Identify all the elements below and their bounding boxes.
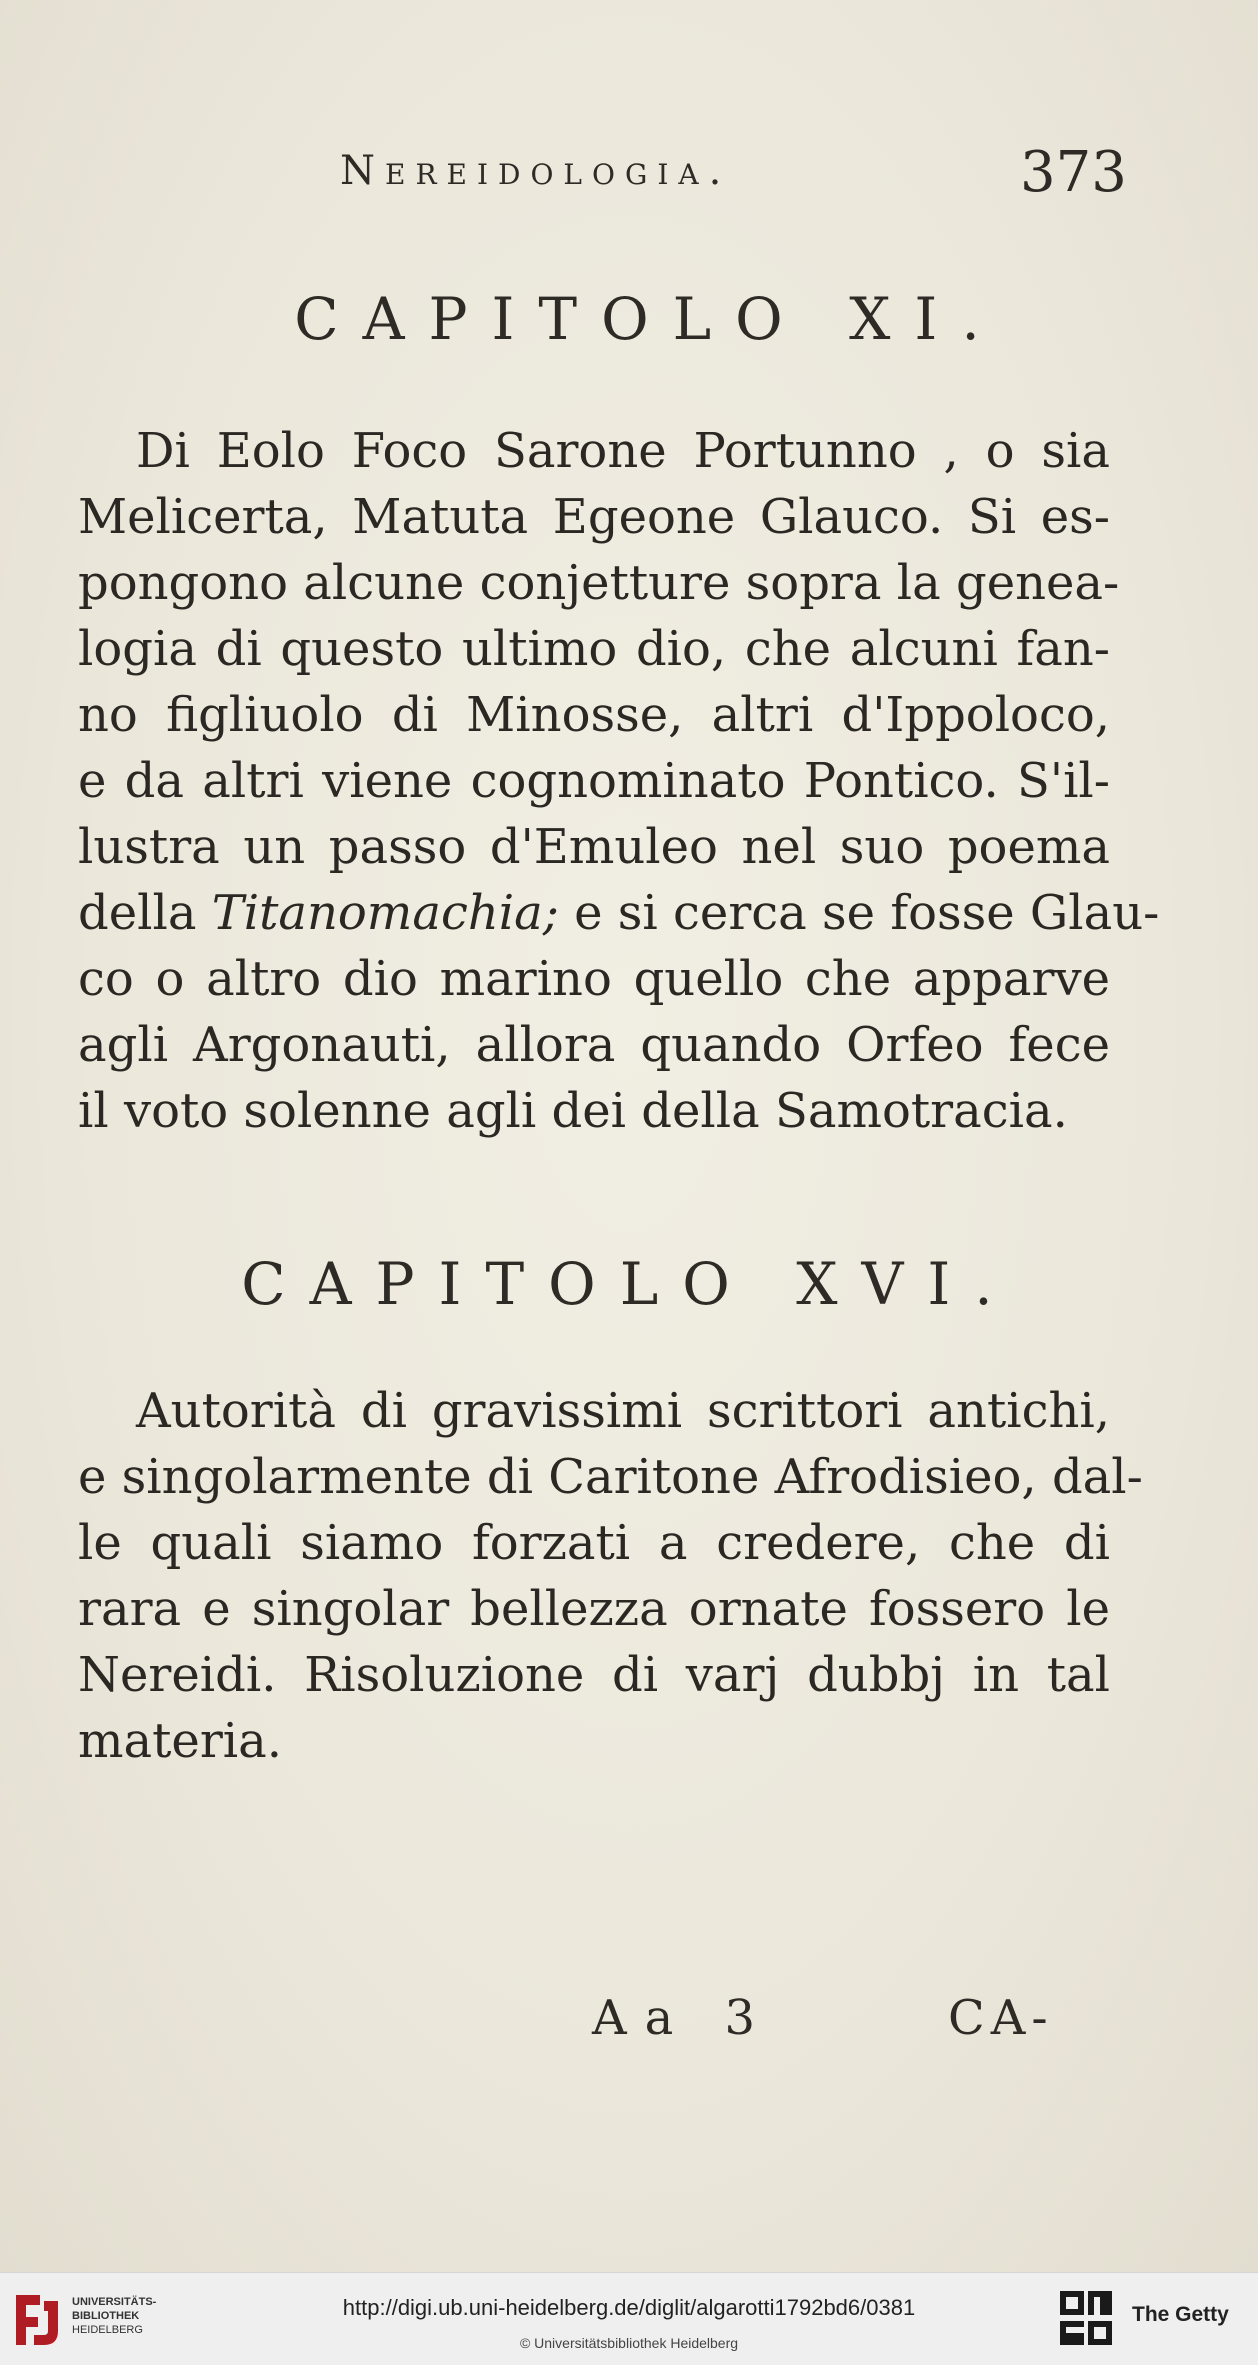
text-line: rara e singolar bellezza ornate fossero le <box>78 1581 1110 1637</box>
running-head: Nereidologia. <box>340 148 732 194</box>
text-line: logia di questo ultimo dio, che alcuni fan- <box>78 621 1110 677</box>
permalink-url[interactable]: http://digi.ub.uni-heidelberg.de/diglit/algarotti1792bd6/0381 <box>342 2295 916 2320</box>
copyright-notice: © Universitätsbibliothek Heidelberg <box>519 2335 739 2351</box>
text-segment: e si cerca se fosse Glau- <box>558 885 1160 941</box>
page-number: 373 <box>1020 140 1127 205</box>
text-line: no figliuolo di Minosse, altri d'Ippoloco, <box>78 687 1110 743</box>
text-segment: della <box>78 885 212 941</box>
library-name-line: BIBLIOTHEK <box>72 2310 140 2322</box>
text-line: le quali siamo forzati a credere, che di <box>78 1515 1110 1571</box>
text-line: agli Argonauti, allora quando Orfeo fece <box>78 1017 1110 1073</box>
work-title: Titanomachia; <box>211 885 559 941</box>
text-line: Nereidi. Risoluzione di varj dubbj in tal <box>78 1647 1110 1703</box>
catchword: CA- <box>948 1990 1054 2046</box>
text-line: e da altri viene cognominato Pontico. S'il- <box>78 753 1110 809</box>
text-line: lustra un passo d'Emuleo nel suo poema <box>78 819 1110 875</box>
viewer-footer <box>0 2272 1258 2365</box>
text-line: il voto solenne agli dei della Samotracia. <box>78 1083 1068 1139</box>
text-line: e singolarmente di Caritone Afrodisieo, dal- <box>78 1449 1143 1505</box>
text-line: materia. <box>78 1713 282 1769</box>
getty-logo-icon[interactable] <box>1058 2289 1114 2349</box>
text-line: pongono alcune conjetture sopra la genea- <box>78 555 1120 611</box>
chapter-heading-xvi: CAPITOLO XVI. <box>241 1250 1017 1318</box>
library-name-line: UNIVERSITÄTS- <box>72 2296 157 2308</box>
chapter-heading-xi: CAPITOLO XI. <box>294 285 1004 353</box>
text-line: co o altro dio marino quello che apparve <box>78 951 1110 1007</box>
partner-name: The Getty <box>1132 2303 1229 2326</box>
library-name-line: HEIDELBERG <box>72 2324 143 2336</box>
text-line: Melicerta, Matuta Egeone Glauco. Si es- <box>78 489 1110 545</box>
text-line-with-title <box>78 880 1160 946</box>
text-line: Di Eolo Foco Sarone Portunno , o sia <box>136 423 1110 479</box>
chapter-xvi-summary <box>78 1378 1143 1774</box>
text-line: Autorità di gravissimi scrittori antichi, <box>136 1383 1110 1439</box>
signature-mark: Aa 3 <box>592 1990 774 2046</box>
chapter-xi-summary <box>78 418 1160 1144</box>
